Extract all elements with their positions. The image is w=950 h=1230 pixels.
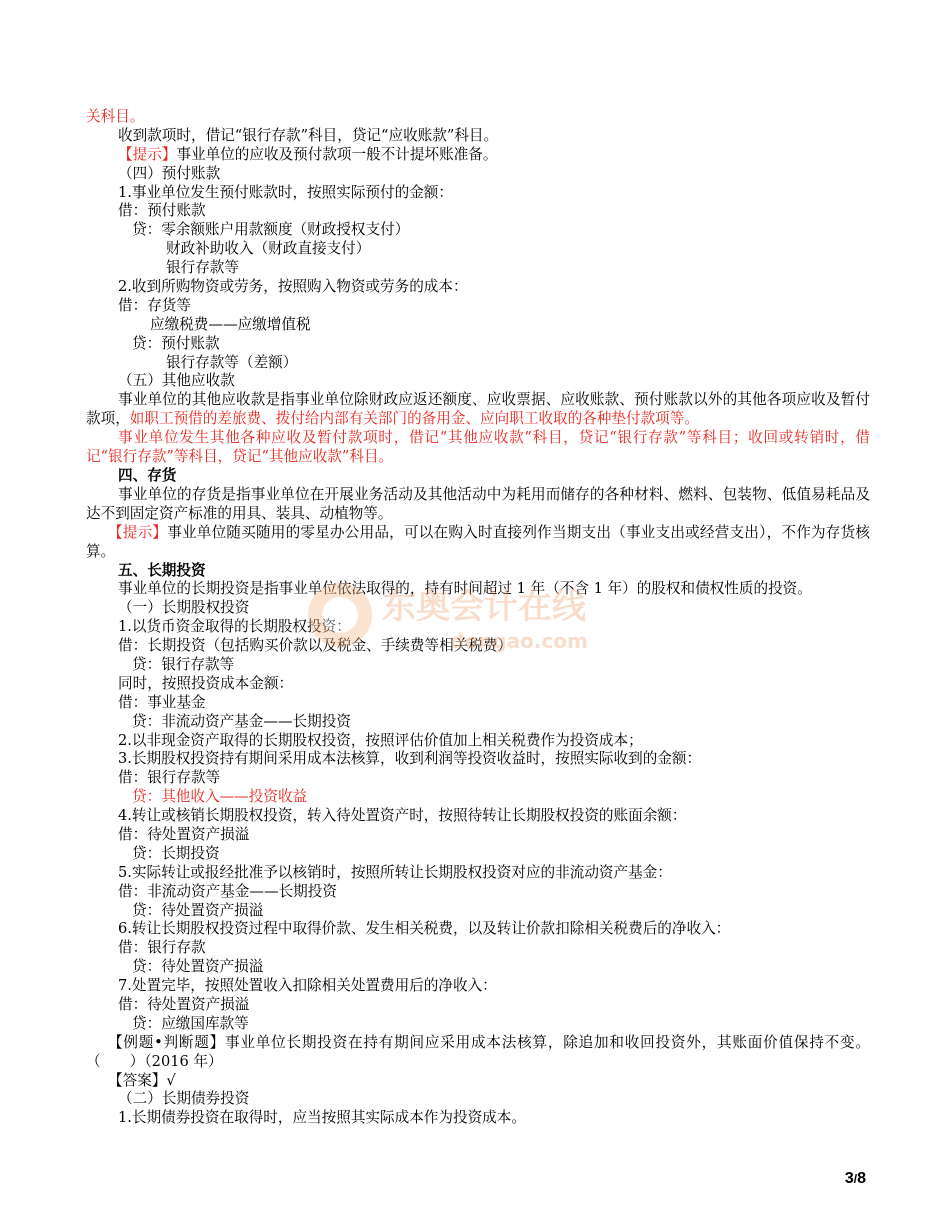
text-line: 6.转让长期股权投资过程中取得价款、发生相关税费，以及转让价款扣除相关税费后的净收入： (118, 920, 731, 938)
text-line: 1.以货币资金取得的长期股权投资： (118, 618, 351, 636)
watermark-text: 东奥会计在线 (382, 587, 586, 627)
text-line: 贷：长期投资 (132, 844, 220, 862)
text-line: 贷：应缴国库款等 (132, 1014, 249, 1032)
example-answer: 【答案】√ (108, 1071, 176, 1089)
paragraph-inventory: 事业单位的存货是指事业单位在开展业务活动及其他活动中为耗用而储存的各种材料、燃料、包装物、低值易耗品及达不到固定资产标准的用具、装具、动植物等。 (86, 485, 870, 522)
text-line: 借：预付账款 (118, 202, 206, 220)
text-line: 贷：待处置资产损溢 (132, 958, 264, 976)
text-line: 借：存货等 (118, 296, 191, 314)
text-line: 【提示】事业单位的应收及预付款项一般不计提坏账准备。 (118, 145, 498, 163)
text-line: 2.收到所购物资或劳务，按照购入物资或劳务的成本： (118, 278, 468, 296)
text-line: 借：银行存款等 (118, 769, 221, 787)
text-line: 7.处置完毕，按照处置收入扣除相关处置费用后的净收入： (118, 977, 497, 995)
total-pages: 8 (857, 1170, 866, 1187)
text-line: 财政补助收入（财政直接支付） (166, 240, 371, 258)
watermark-logo (300, 570, 650, 660)
text-line: 收到款项时，借记“银行存款”科目，贷记“应收账款”科目。 (118, 126, 499, 144)
text-line: 借：银行存款 (118, 939, 206, 957)
text-line: 事业单位的长期投资是指事业单位依法取得的，持有时间超过 1 年（不含 1 年）的股权和债权性质的投资。 (118, 580, 812, 598)
text-line: 借：待处置资产损溢 (118, 995, 250, 1013)
paragraph-other-receivables-entries: 事业单位发生其他各种应收及暂付款项时，借记“其他应收款”科目，贷记“银行存款”等科目；收回或转销时，借记“银行存款”等科目，贷记“其他应收款”科目。 (86, 429, 870, 466)
text-line: 贷：非流动资产基金——长期投资 (132, 712, 351, 730)
text-line: 贷：其他收入——投资收益 (132, 788, 308, 806)
text-line: 同时，按照投资成本金额： (118, 674, 294, 692)
text-line: 银行存款等 (166, 259, 239, 277)
text-line: （二）长期债券投资 (118, 1090, 250, 1108)
text-line: （一）长期股权投资 (118, 599, 250, 617)
lines-block-1 (86, 108, 870, 391)
paragraph-other-receivables: 事业单位的其他应收款是指事业单位除财政应返还额度、应收票据、应收账款、预付账款以外的其他各项应收及暂付款项，如职工预借的差旅费、拨付给内部有关部门的备用金、应向职工收取的各种垫付款项等。 (86, 391, 870, 428)
heading-long-term-investment: 五、长期投资 (118, 561, 206, 579)
text-line: 4.转让或核销长期股权投资，转入待处置资产时，按照待转让长期股权投资的账面余额： (118, 807, 687, 825)
tip-label: 【提示】 (108, 523, 168, 541)
lines-block-3 (86, 1090, 870, 1128)
page-number (845, 1170, 866, 1188)
watermark-subtext: dongao.com (450, 629, 588, 653)
page-separator: / (853, 1172, 858, 1186)
text-line: 3.长期股权投资持有期间采用成本法核算，收到利润等投资收益时，按照实际收到的金额： (118, 750, 702, 768)
text-line: 借：长期投资（包括购买价款以及税金、手续费等相关税费） (118, 637, 513, 655)
text-line: 1.长期债券投资在取得时，应当按照其实际成本作为投资成本。 (118, 1109, 526, 1127)
current-page: 3 (844, 1170, 854, 1187)
paragraph-inventory-tip: 【提示】事业单位随买随用的零星办公用品，可以在购入时直接列作当期支出（事业支出或经营支出），不作为存货核算。 (86, 523, 870, 560)
text-line: 贷：待处置资产损溢 (132, 901, 264, 919)
text-line: 贷：预付账款 (132, 334, 220, 352)
text-line: 1.事业单位发生预付账款时，按照实际预付的金额： (118, 183, 453, 201)
text-line: 5.实际转让或报经批准予以核销时，按照所转让长期股权投资对应的非流动资产基金： (118, 863, 672, 881)
heading-inventory: 四、存货 (118, 466, 177, 484)
text-line: 贷：零余额账户用款额度（财政授权支付） (132, 221, 410, 239)
text-line: 贷：银行存款等 (132, 655, 235, 673)
text-line: （四）预付账款 (118, 164, 221, 182)
text-line: （五）其他应收款 (118, 372, 235, 390)
text-line: 应缴税费——应缴增值税 (150, 315, 311, 333)
text-line: 关科目。 (86, 108, 145, 125)
text-line: 借：待处置资产损溢 (118, 825, 250, 843)
text-line: 借：事业基金 (118, 693, 206, 711)
text-line: 借：非流动资产基金——长期投资 (118, 882, 337, 900)
tip-label: 【提示】 (118, 145, 177, 163)
text-line: 银行存款等（差额） (166, 353, 298, 371)
example-question: 【例题•判断题】事业单位长期投资在持有期间应采用成本法核算，除追加和收回投资外，其账面价值保持不变。（ ）（2016 年） (86, 1033, 870, 1070)
text-line: 2.以非现金资产取得的长期股权投资，按照评估价值加上相关税费作为投资成本； (118, 731, 643, 749)
